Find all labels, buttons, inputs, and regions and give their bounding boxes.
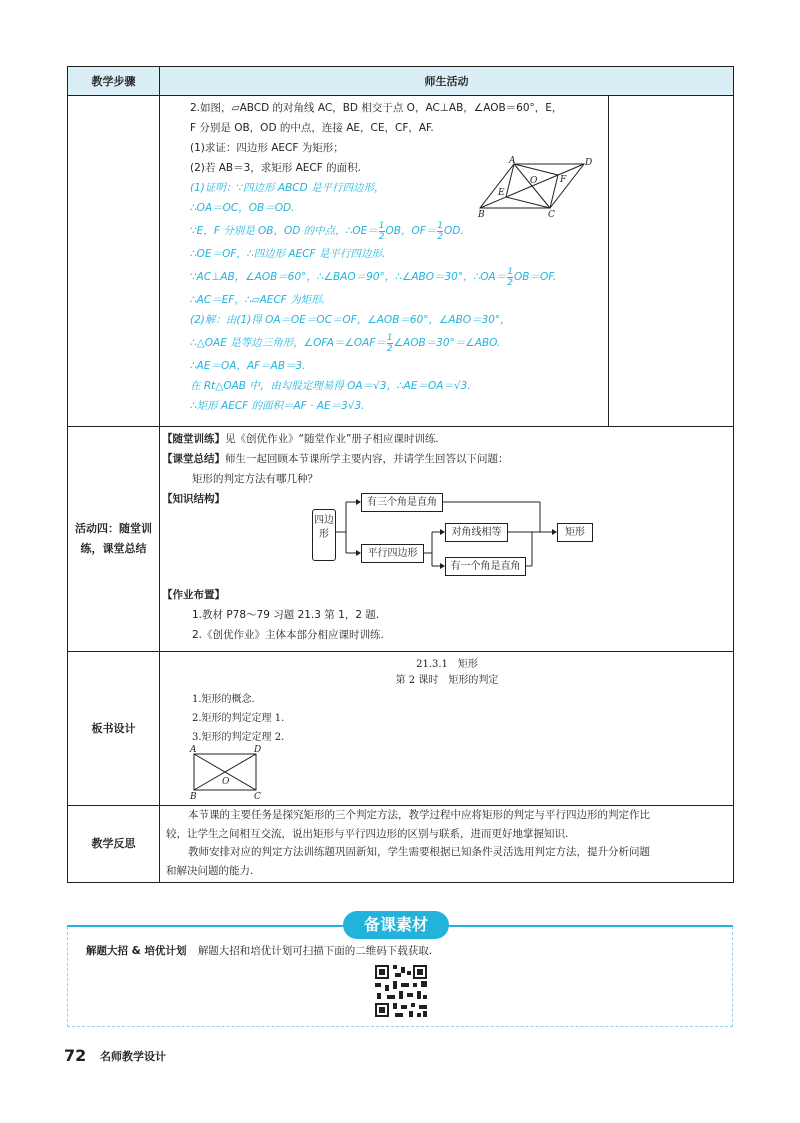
label-O: O	[530, 176, 538, 186]
question-part-1: (1)求证：四边形 AECF 为矩形；	[190, 142, 344, 154]
flow-equal-diagonals: 对角线相等	[445, 523, 508, 542]
solution-line-8	[190, 330, 562, 356]
rectangle-figure	[186, 744, 276, 800]
solution-line-3	[190, 218, 562, 244]
label-F: F	[560, 175, 567, 185]
rect-label-D: D	[254, 745, 262, 755]
label-C: C	[548, 210, 555, 220]
problem-cell	[160, 96, 734, 427]
board-subtitle: 第 2 课时 矩形的判定	[395, 675, 499, 686]
solution-line-1: (1)证明：∵四边形 ABCD 是平行四边形，	[190, 182, 385, 194]
qr-code[interactable]	[373, 963, 429, 1019]
solution-line-8-a: ∴△OAE 是等边三角形，∠OFA＝∠OAF＝	[190, 337, 386, 349]
activity4-cell	[160, 427, 734, 652]
reflection-line-4: 和解决问题的能力.	[166, 864, 254, 877]
reflection-line-3: 教师安排对应的判定方法训练题巩固新知，学生需要根据已知条件灵活选用判定方法，提升分析问题	[188, 846, 650, 858]
step-activity4-line1: 活动四：随堂训	[75, 522, 152, 535]
homework-tag: 【作业布置】	[162, 589, 225, 601]
lesson-table	[67, 66, 734, 883]
solution-line-3-b: OB，OF＝	[385, 225, 437, 237]
homework-item-2: 2.《创优作业》主体本部分相应课时训练.	[192, 629, 384, 641]
summary-tag: 【课堂总结】	[162, 453, 225, 465]
knowledge-tag: 【知识结构】	[162, 493, 225, 505]
solution-line-7: (2)解：由(1)得 OA＝OE＝OC＝OF，∠AOB＝60°，∠ABO＝30°，	[190, 314, 511, 326]
solution-line-10: 在 Rt△OAB 中，由勾股定理易得 OA＝√3，∴AE＝OA＝√3.	[190, 380, 471, 392]
solution-line-2: ∴OA＝OC，OB＝OD.	[190, 202, 295, 214]
solution-line-9: ∴AE＝OA，AF＝AB＝3.	[190, 360, 306, 372]
reflection-line-1: 本节课的主要任务是探究矩形的三个判定方法，教学过程中应将矩形的判定与平行四边形的判定作比	[188, 809, 650, 821]
solution-line-11: ∴矩形 AECF 的面积＝AF · AE＝3√3.	[190, 400, 365, 412]
flow-root-quadrilateral: 四边形	[312, 509, 336, 561]
train-text: 见《创优作业》“随堂作业”册子相应课时训练.	[225, 433, 439, 445]
flow-three-right-angles: 有三个角是直角	[361, 493, 443, 512]
flow-one-right-angle: 有一个角是直角	[445, 557, 526, 576]
fraction-half-1: $\frac{1}{2}$	[378, 220, 385, 242]
board-cell	[160, 652, 734, 806]
solution-line-3-a: ∵E，F 分别是 OB，OD 的中点，∴OE＝	[190, 225, 378, 237]
step-reflection: 教学反思	[68, 806, 160, 883]
step-cell-empty	[68, 96, 160, 427]
fraction-half-3: $\frac{1}{2}$	[507, 266, 513, 288]
label-E: E	[498, 188, 505, 198]
step-activity4	[68, 427, 160, 652]
material-text: 解题大招和培优计划可扫描下面的二维码下载获取.	[197, 945, 433, 957]
label-D: D	[585, 158, 593, 168]
step-board: 板书设计	[68, 652, 160, 806]
summary-question: 矩形的判定方法有哪几种？	[192, 473, 318, 485]
label-A: A	[509, 156, 516, 166]
header-activity: 师生活动	[160, 67, 734, 96]
fraction-half-4: $\frac{1}{2}$	[386, 332, 393, 354]
question-line-2: F 分别是 OB，OD 的中点，连接 AE，CE，CF，AF.	[190, 122, 434, 134]
solution-line-3-c: OD.	[444, 225, 464, 237]
header-step: 教学步骤	[68, 67, 160, 96]
material-label: 解题大招 & 培优计划	[86, 945, 187, 957]
solution-line-5-b: OB＝OF.	[513, 271, 557, 283]
train-tag: 【随堂训练】	[162, 433, 225, 445]
board-item-1: 1.矩形的概念.	[192, 694, 255, 705]
board-title: 21.3.1 矩形	[416, 659, 478, 670]
page-number: 72	[64, 1046, 87, 1065]
rect-label-C: C	[254, 792, 261, 802]
reflection-line-2: 较，让学生之间相互交流，说出矩形与平行四边形的区别与联系，进而更好地掌握知识.	[166, 827, 569, 840]
rect-label-O: O	[222, 777, 230, 787]
rect-label-B: B	[190, 792, 197, 802]
material-banner: 备课素材	[343, 911, 449, 939]
homework-item-1: 1.教材 P78～79 习题 21.3 第 1，2 题.	[192, 609, 380, 621]
reflection-cell	[160, 806, 734, 883]
fraction-half-2: $\frac{1}{2}$	[437, 220, 444, 242]
solution-line-4: ∴OE＝OF，∴四边形 AECF 是平行四边形.	[190, 248, 386, 260]
flow-parallelogram: 平行四边形	[361, 544, 424, 563]
book-title: 名师教学设计	[100, 1050, 166, 1063]
rect-label-A: A	[190, 745, 197, 755]
question-line-1: 2.如图，▱ABCD 的对角线 AC，BD 相交于点 O，AC⊥AB，∠AOB＝60°，E，	[190, 102, 563, 114]
flow-result-rectangle: 矩形	[557, 523, 593, 542]
solution-line-5-a: ∵AC⊥AB，∠AOB＝60°，∴∠BAO＝90°，∴∠ABO＝30°，∴OA＝	[190, 271, 507, 283]
board-item-2: 2.矩形的判定定理 1.	[192, 713, 285, 724]
label-B: B	[478, 210, 485, 220]
board-item-3: 3.矩形的判定定理 2.	[192, 732, 285, 743]
parallelogram-figure	[478, 156, 593, 220]
summary-text: 师生一起回顾本节课所学主要内容，并请学生回答以下问题：	[225, 453, 509, 465]
question-part-2: (2)若 AB＝3，求矩形 AECF 的面积.	[190, 162, 361, 174]
solution-line-6: ∴AC＝EF，∴▱AECF 为矩形.	[190, 294, 325, 306]
solution-line-8-b: ∠AOB＝30°＝∠ABO.	[393, 337, 501, 349]
step-activity4-line2: 练，课堂总结	[80, 542, 147, 555]
solution-line-5	[190, 264, 562, 290]
